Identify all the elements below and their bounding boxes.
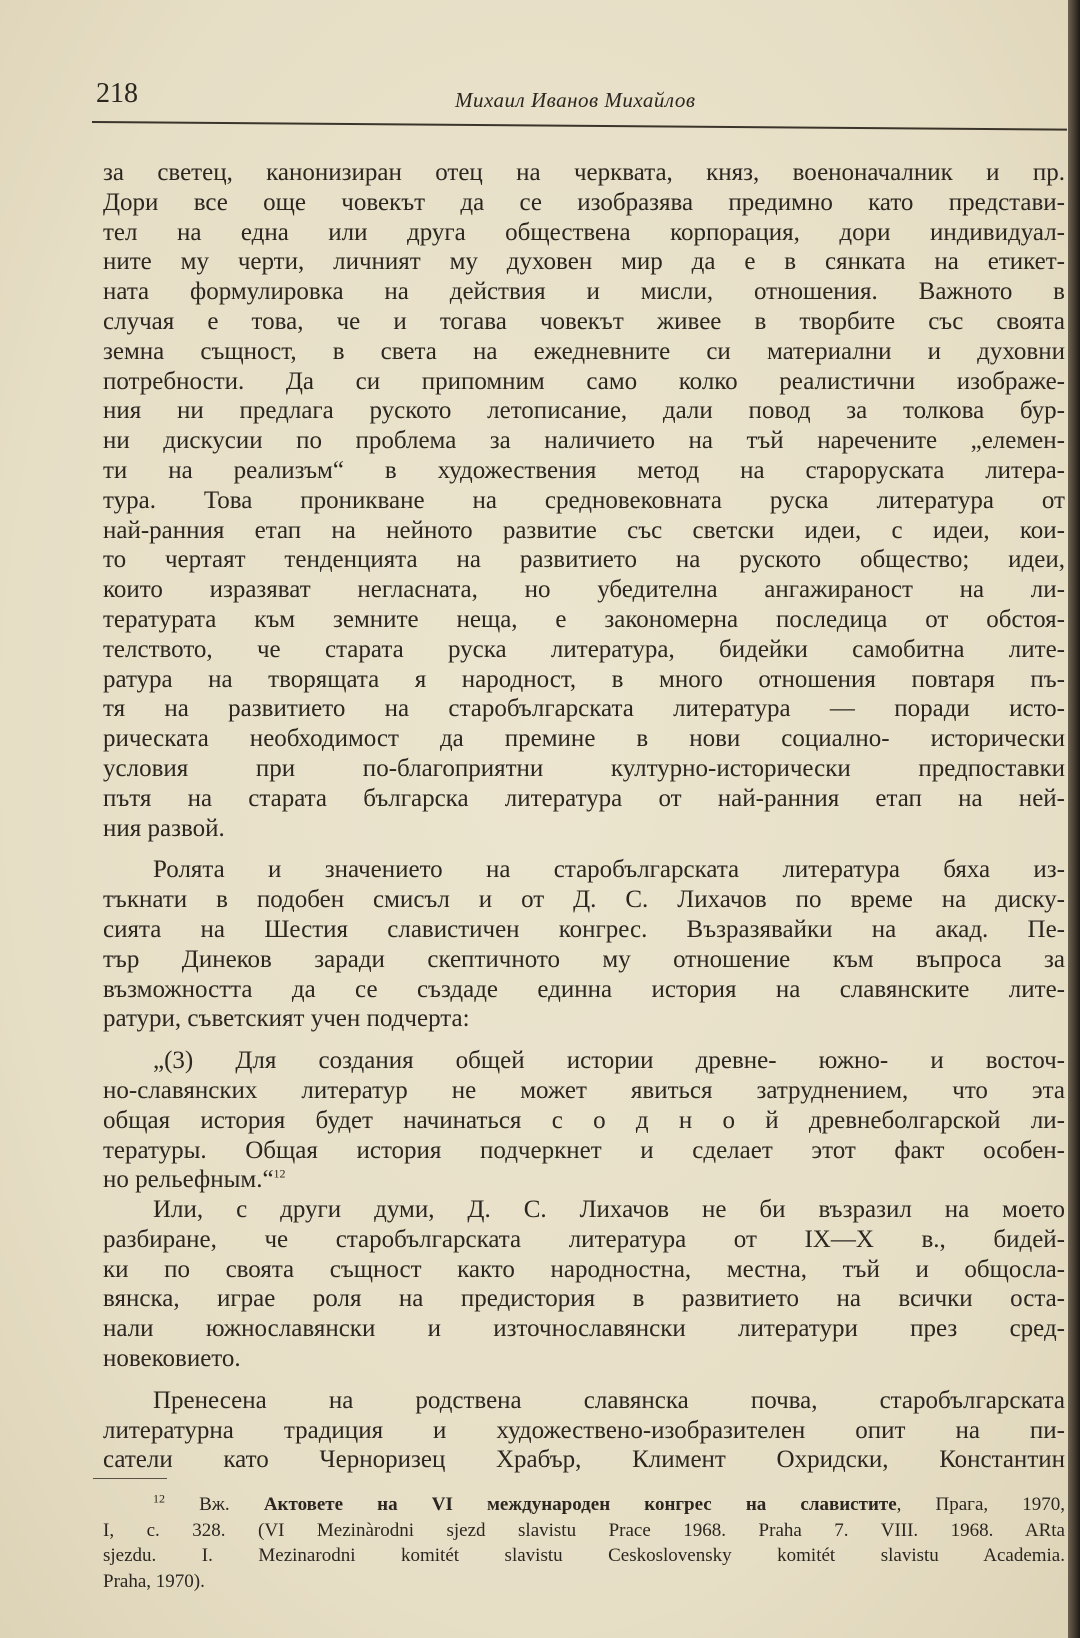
text-line [103, 367, 1065, 397]
text-line [103, 545, 1065, 575]
text-line [103, 1165, 1065, 1195]
footnote-line: I, с. 328. (VI Mezinàrodni sjezd slavistu Prace 1968. Praha 7. VIII. 1968. ARta [103, 1519, 1065, 1541]
line-text: условия при по-благоприятни културно-исторически предпоставки [103, 754, 1065, 782]
text-line [103, 605, 1065, 635]
text-line [103, 1076, 1065, 1106]
running-title: Михаил Иванов Михайлов [455, 88, 696, 112]
line-text: Ролята и значението на старобългарската литература бяха из- [153, 856, 1065, 884]
text-line [103, 337, 1065, 367]
text-line [103, 218, 1065, 248]
line-text: за светец, канонизиран отец на черквата, княз, военоначалник и пр. [103, 159, 1065, 186]
text-line [103, 1284, 1065, 1314]
line-text: тър Динеков заради скептичното му отношение към въпроса за [103, 945, 1065, 973]
footnote-line: Praha, 1970). [103, 1570, 205, 1592]
line-text: тературата към земните неща, е закономерна последица от обстоя- [103, 605, 1065, 633]
line-text: Дори все още човекът да се изобразява предимно като представи- [103, 188, 1065, 216]
line-text: общая история будет начинаться с о д н о й древнеболгарской ли- [103, 1106, 1065, 1134]
text-line [103, 1386, 1065, 1416]
header-rule [92, 121, 1067, 131]
paragraph [103, 855, 1065, 1034]
line-text: най-ранния етап на нейното развитие със светски идеи, с идеи, кои- [103, 516, 1065, 544]
line-text: ратури, съветският учен подчерта: [103, 1005, 470, 1033]
line-text: телството, че старата руска литература, бидейки самобитна лите- [103, 635, 1065, 663]
text-line [103, 426, 1065, 456]
line-text: сията на Шестия славистичен конгрес. Възразявайки на акад. Пе- [103, 915, 1065, 943]
text-line [103, 456, 1065, 486]
text-line [103, 516, 1065, 546]
text-line [103, 1106, 1065, 1136]
text-line [103, 945, 1065, 975]
line-text: потребности. Да си припомним само колко реалистични изображе- [103, 367, 1065, 395]
text-line [103, 975, 1065, 1005]
text-line [103, 694, 1065, 724]
footnote-reference[interactable]: 12 [273, 1166, 286, 1181]
line-text: нали южнославянски и източнославянски литератури през сред- [103, 1315, 1065, 1343]
text-line [103, 247, 1065, 277]
line-text: „(3) Для создания общей истории древне- южно- и восточ- [153, 1047, 1065, 1075]
text-line [103, 1445, 1065, 1475]
line-text: рическата необходимост да премине в нови социално- исторически [103, 725, 1065, 753]
text-line [103, 1136, 1065, 1166]
line-text: тературы. Общая история подчеркнет и сделает этот факт особен- [103, 1136, 1065, 1164]
text-line [103, 307, 1065, 337]
footnote-number: 12 [153, 1491, 165, 1506]
text-line [103, 575, 1065, 605]
line-text: вянска, играе роля на предистория в развитието на всички оста- [103, 1285, 1065, 1313]
text-line [103, 885, 1065, 915]
line-text: но-славянских литератур не может явиться затруднением, что эта [103, 1076, 1065, 1104]
text-line [103, 665, 1065, 695]
line-text: ния развой. [103, 814, 225, 842]
text-line [103, 724, 1065, 754]
text-line [103, 814, 1065, 844]
paragraph [103, 1386, 1065, 1475]
line-text: които изразяват негласната, но убедителна ангажираност на ли- [103, 576, 1065, 604]
text-line [103, 1314, 1065, 1344]
footnote-text: , Прага, 1970, [896, 1494, 1066, 1515]
line-text: ки по своята същност както народностна, местна, тъй и общосла- [103, 1255, 1065, 1283]
body-text [103, 158, 1065, 1475]
line-text: пътя на старата българска литература от най-ранния етап на ней- [103, 784, 1065, 812]
text-line [103, 486, 1065, 516]
footnote-abbr: Вж. [199, 1494, 230, 1515]
line-text: тура. Това проникване на средновековната руска литература от [103, 486, 1065, 514]
line-text: ни дискусии по проблема за наличието на тъй наречените „елемен- [103, 427, 1065, 455]
footnote-title: Актовете на VI международен конгрес на славистите [263, 1494, 897, 1515]
text-line [103, 1046, 1065, 1076]
line-text: ния ни предлага руското летописание, дали повод за толкова бур- [103, 397, 1065, 425]
text-line [103, 1344, 1065, 1374]
text-line [103, 754, 1065, 784]
page-number: 218 [96, 78, 138, 109]
line-text: възможността да се създаде единна история на славянските лите- [103, 975, 1065, 1003]
text-line [103, 1004, 1065, 1034]
paragraph [103, 1195, 1065, 1374]
line-text: Пренесена на родствена славянска почва, старобългарската [153, 1386, 1065, 1414]
paragraph [103, 158, 1065, 843]
line-text: тъкнати в подобен смисъл и от Д. С. Лихачов по време на диску- [103, 886, 1065, 914]
text-line [103, 1255, 1065, 1285]
line-text: сатели като Черноризец Храбър, Климент Охридски, Константин [103, 1446, 1065, 1474]
line-text: ните му черти, личният му духовен мир да е в сянката на етикет- [103, 248, 1065, 276]
footnote-line [103, 1492, 1065, 1518]
line-text: Или, с други думи, Д. С. Лихачов не би възразил на моето [153, 1196, 1065, 1224]
text-line [103, 1195, 1065, 1225]
text-line [103, 1416, 1065, 1446]
line-text: случая е това, че и тогава човекът живее в творбите със своята [103, 307, 1065, 335]
text-line [103, 1225, 1065, 1255]
footnote-rule [93, 1478, 167, 1479]
line-text: то чертаят тенденцията на развитието на руското общество; идеи, [103, 546, 1065, 574]
text-line [103, 396, 1065, 426]
text-line [103, 158, 1065, 188]
text-line [103, 915, 1065, 945]
footnote-line: sjezdu. I. Mezinarodni komitét slavistu Ceskoslovensky komitét slavistu Academia. [103, 1545, 1065, 1566]
line-text: тя на развитието на старобългарската литература — поради исто- [103, 695, 1065, 723]
line-text: тел на една или друга обществена корпорация, дори индивидуал- [103, 218, 1065, 246]
text-line [103, 635, 1065, 665]
line-text: ти на реализъм“ в художествения метод на староруската литера- [103, 456, 1065, 484]
line-text: ратура на творящата я народност, в много отношения повтаря пъ- [103, 665, 1065, 693]
line-text: новековието. [103, 1345, 241, 1373]
text-line [103, 277, 1065, 307]
line-text: разбиране, че старобългарската литература от IX—X в., бидей- [103, 1225, 1065, 1253]
book-binding-edge [1068, 0, 1080, 1638]
text-line [103, 188, 1065, 218]
paragraph [103, 1046, 1065, 1195]
line-text: литературна традиция и художествено-изобразителен опит на пи- [103, 1416, 1065, 1444]
text-line [103, 855, 1065, 885]
line-text: но рельефным.“ [103, 1166, 274, 1194]
text-line [103, 784, 1065, 814]
footnote [103, 1492, 1065, 1594]
line-text: земна същност, в света на ежедневните си материални и духовни [103, 337, 1065, 365]
line-text: ната формулировка на действия и мисли, отношения. Важното в [103, 278, 1065, 306]
